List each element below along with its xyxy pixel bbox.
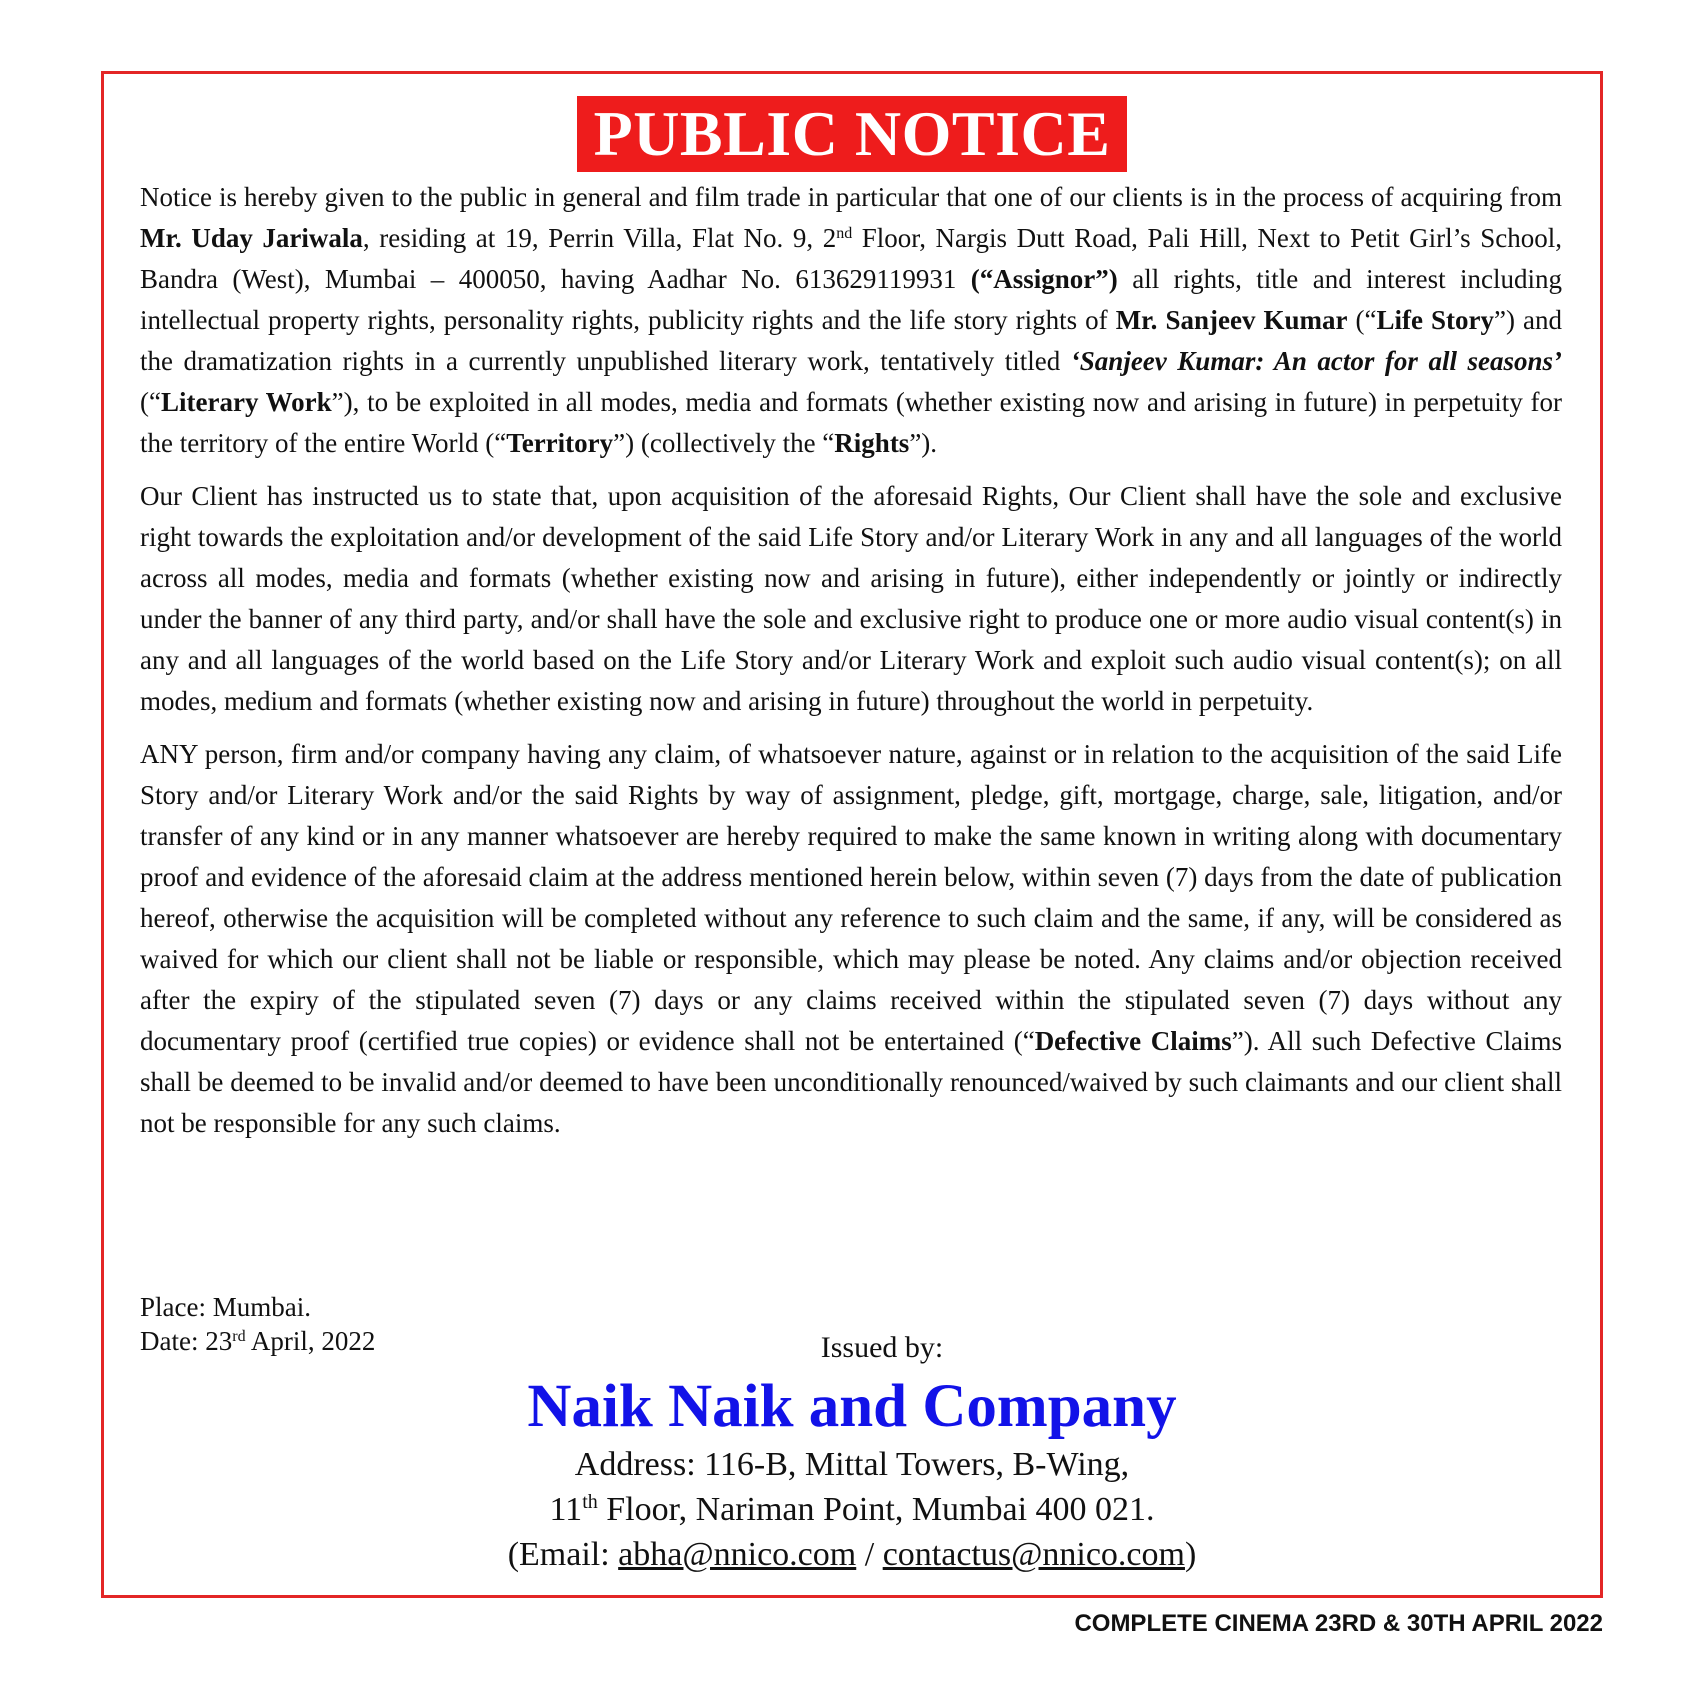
notice-frame <box>101 71 1603 1598</box>
assignor-name: Mr. Uday Jariwala <box>140 223 363 253</box>
work-title: ‘Sanjeev Kumar: An actor for all seasons’ <box>1070 346 1562 376</box>
notice-title: PUBLIC NOTICE <box>577 96 1128 172</box>
place: Place: Mumbai. <box>140 1292 311 1322</box>
date: Date: 23rd April, 2022 <box>140 1326 376 1356</box>
defective-claims-term: Defective Claims <box>1034 1026 1232 1056</box>
company-name: Naik Naik and Company <box>527 1373 1177 1440</box>
email-link-abha[interactable]: abha@nnico.com <box>618 1536 857 1573</box>
address-line-1: Address: 116-B, Mittal Towers, B-Wing, <box>574 1446 1130 1483</box>
life-story-term: Life Story <box>1376 305 1494 335</box>
address-line-2: 11th Floor, Nariman Point, Mumbai 400 021. <box>549 1491 1155 1528</box>
issuer-block <box>104 1328 1600 1577</box>
paragraph-3: ANY person, firm and/or company having any claim, of whatsoever nature, against or in relation to the acquisition of the said Life Story and/or Literary Work and/or the said Rights by way of assignment, pledge, gift, mortgage, charge, sale, litigation, and/or transfer of any kind or in any manner whatsoever are hereby required to make the same known in writing along with documentary proof and evidence of the aforesaid claim at the address mentioned herein below, within seven (7) days from the date of publication hereof, otherwise the acquisition will be completed without any reference to such claim and the same, if any, will be considered as waived for which our client shall not be liable or responsible, which may please be noted. Any claims and/or objection received after the expiry of the stipulated seven (7) days or any claims received within the stipulated seven (7) days without any documentary proof (certified true copies) or evidence shall not be entertained (“Defective Claims”). All such Defective Claims shall be deemed to be invalid and/or deemed to have been unconditionally renounced/waived by such claimants and our client shall not be responsible for any such claims. <box>140 739 1562 1138</box>
notice-body <box>140 177 1562 1156</box>
assignor-term: (“Assignor”) <box>970 264 1118 294</box>
rights-term: Rights <box>834 428 910 458</box>
paragraph-1: Notice is hereby given to the public in general and film trade in particular that one of our clients is in the process of acquiring from Mr. Uday Jariwala, residing at 19, Perrin Villa, Flat No. 9, 2nd Floor, Nargis Dutt Road, Pali Hill, Next to Petit Girl’s School, Bandra (West), Mumbai – 400050, having Aadhar No. 613629119931 (“Assignor”) all rights, title and interest including intellectual property rights, personality rights, publicity rights and the life story rights of Mr. Sanjeev Kumar (“Life Story”) and the dramatization rights in a currently unpublished literary work, tentatively titled ‘Sanjeev Kumar: An actor for all seasons’ (“Literary Work”), to be exploited in all modes, media and formats (whether existing now and arising in future) in perpetuity for the territory of the entire World (“Territory”) (collectively the “Rights”). <box>140 182 1562 458</box>
email-line: (Email: abha@nnico.com / contactus@nnico.com) <box>507 1536 1197 1573</box>
subject-name: Mr. Sanjeev Kumar <box>1115 305 1348 335</box>
literary-work-term: Literary Work <box>160 387 332 417</box>
title-wrap <box>104 96 1600 172</box>
issued-by-label: Issued by: <box>820 1331 944 1364</box>
publication-footer: COMPLETE CINEMA 23RD & 30TH APRIL 2022 <box>1074 1610 1603 1637</box>
territory-term: Territory <box>506 428 614 458</box>
email-link-contactus[interactable]: contactus@nnico.com <box>882 1536 1185 1573</box>
paragraph-2: Our Client has instructed us to state that, upon acquisition of the aforesaid Rights, Our Client shall have the sole and exclusive right towards the exploitation and/or development of the said Life Story and/or Literary Work in any and all languages of the world across all modes, media and formats (whether existing now and arising in future), either independently or jointly or indirectly under the banner of any third party, and/or shall have the sole and exclusive right to produce one or more audio visual content(s) in any and all languages of the world based on the Life Story and/or Literary Work and exploit such audio visual content(s); on all modes, medium and formats (whether existing now and arising in future) throughout the world in perpetuity. <box>140 481 1562 716</box>
